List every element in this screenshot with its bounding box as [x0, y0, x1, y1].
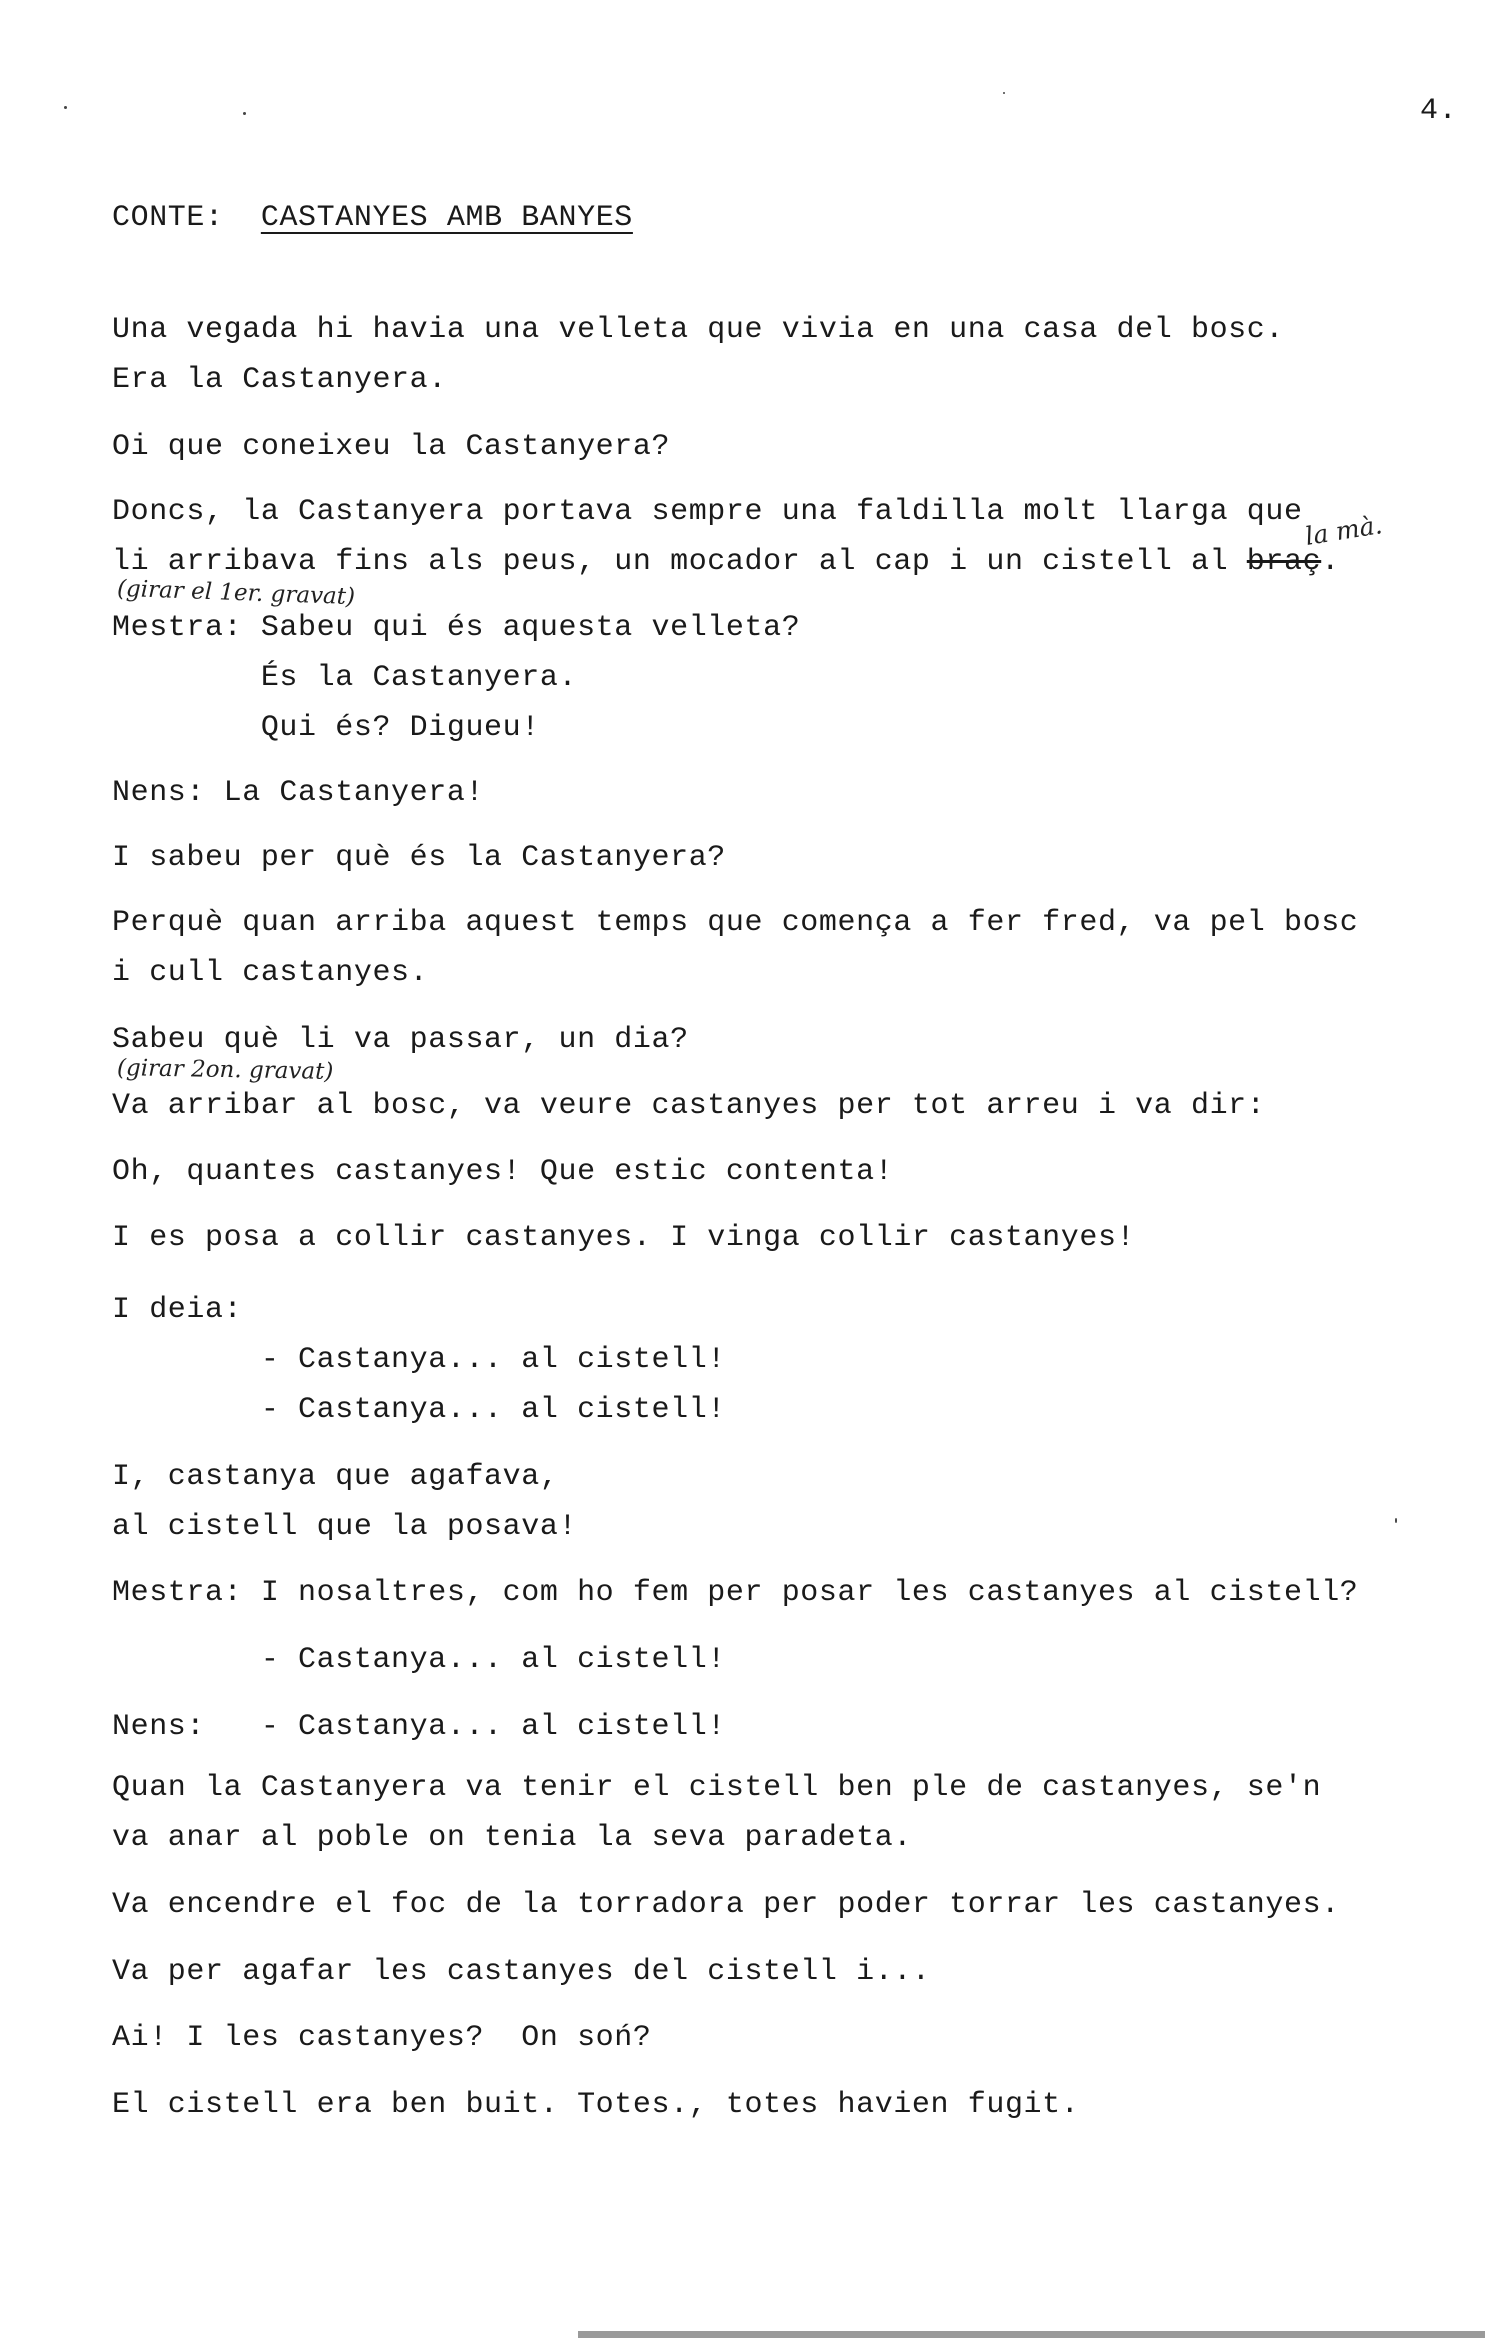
text-line: Perquè quan arriba aquest temps que comença a fer fred, va pel bosc: [112, 906, 1359, 940]
text-line: Va encendre el foc de la torradora per poder torrar les castanyes.: [112, 1888, 1340, 1922]
story-heading: [112, 201, 633, 235]
line-end: .: [1321, 545, 1340, 579]
page-number: 4.: [1420, 94, 1458, 128]
text-line: li arribava fins als peus, un mocador al cap i un cistell al: [112, 545, 1247, 579]
text-line: Va arribar al bosc, va veure castanyes per tot arreu i va dir:: [112, 1089, 1266, 1123]
scan-speck: [243, 112, 246, 115]
text-line: I sabeu per què és la Castanyera?: [112, 841, 726, 875]
text-line: al cistell que la posava!: [112, 1510, 578, 1544]
handwritten-note: (girar 2on. gravat): [116, 1055, 334, 1085]
scan-edge-bar: [578, 2331, 1485, 2338]
text-line: - Castanya... al cistell!: [112, 1643, 726, 1677]
text-line: i cull castanyes.: [112, 956, 429, 990]
scan-speck: [64, 106, 67, 109]
text-line: Una vegada hi havia una velleta que vivia en una casa del bosc.: [112, 313, 1284, 347]
text-line: I es posa a collir castanyes. I vinga collir castanyes!: [112, 1221, 1136, 1255]
text-line: Oi que coneixeu la Castanyera?: [112, 430, 671, 464]
text-line: va anar al poble on tenia la seva paradeta.: [112, 1821, 912, 1855]
text-line: Va per agafar les castanyes del cistell i...: [112, 1955, 931, 1989]
handwritten-note: (girar el 1er. gravat): [116, 575, 356, 611]
text-line: Era la Castanyera.: [112, 363, 447, 397]
text-line: El cistell era ben buit. Totes., totes havien fugit.: [112, 2088, 1080, 2122]
text-line: Ai! I les castanyes? On soń?: [112, 2021, 652, 2055]
scan-speck: [1395, 1518, 1397, 1523]
text-line-corrected: [112, 545, 1340, 579]
text-line: - Castanya... al cistell!: [112, 1393, 726, 1427]
text-line: Quan la Castanyera va tenir el cistell ben ple de castanyes, se'n: [112, 1771, 1322, 1805]
text-line: - Castanya... al cistell!: [112, 1343, 726, 1377]
struck-word: braç: [1246, 545, 1322, 579]
text-line: I deia:: [112, 1293, 243, 1327]
text-line: Mestra: Sabeu qui és aquesta velleta?: [112, 611, 801, 645]
story-title: CASTANYES AMB BANYES: [260, 201, 633, 235]
text-line: Nens: - Castanya... al cistell!: [112, 1710, 726, 1744]
handwritten-correction: la mà.: [1303, 510, 1385, 551]
text-line: Oh, quantes castanyes! Que estic contenta!: [112, 1155, 894, 1189]
text-line: És la Castanyera.: [112, 661, 578, 695]
text-line: Qui és? Digueu!: [112, 711, 540, 745]
heading-label: CONTE:: [112, 201, 224, 235]
text-line: I, castanya que agafava,: [112, 1460, 559, 1494]
scan-speck: [1003, 92, 1005, 94]
text-line: Sabeu què li va passar, un dia?: [112, 1023, 689, 1057]
text-line: Mestra: I nosaltres, com ho fem per posar les castanyes al cistell?: [112, 1576, 1359, 1610]
text-line: Nens: La Castanyera!: [112, 776, 485, 810]
text-line: Doncs, la Castanyera portava sempre una faldilla molt llarga que: [112, 495, 1303, 529]
